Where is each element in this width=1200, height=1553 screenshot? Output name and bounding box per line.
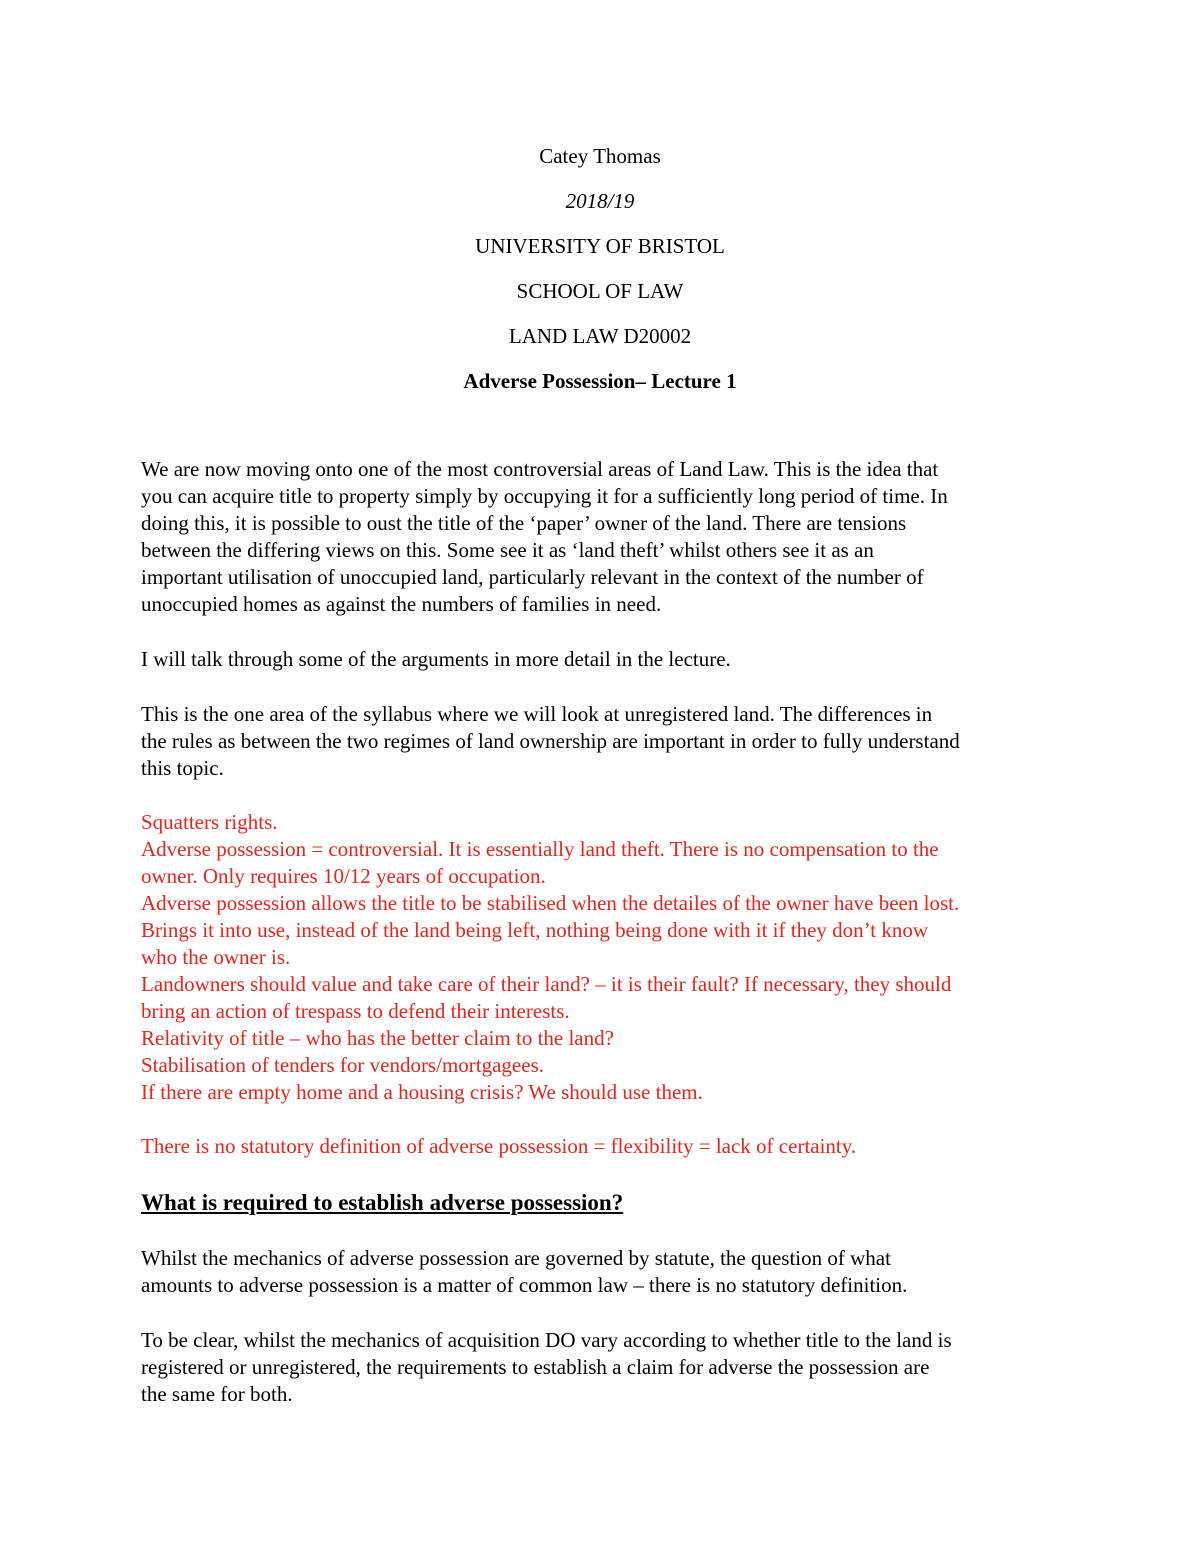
text-line: doing this, it is possible to oust the title of the ‘paper’ owner of the land. There are tensions bbox=[141, 511, 907, 535]
section-heading: What is required to establish adverse possession? bbox=[141, 1190, 624, 1215]
note-line: owner. Only requires 10/12 years of occupation. bbox=[141, 864, 546, 888]
text-line: This is the one area of the syllabus where we will look at unregistered land. The differences in bbox=[141, 702, 933, 726]
text-line: unoccupied homes as against the numbers of families in need. bbox=[141, 592, 662, 616]
text-line: this topic. bbox=[141, 756, 224, 780]
lecture-title: Adverse Possession– Lecture 1 bbox=[463, 369, 737, 393]
intro-paragraph-2 bbox=[141, 646, 1066, 673]
note-line: Brings it into use, instead of the land being left, nothing being done with it if they don’t know bbox=[141, 918, 929, 942]
module-code: LAND LAW D20002 bbox=[508, 324, 692, 348]
section-paragraph-1 bbox=[141, 1245, 1066, 1299]
note-line: Stabilisation of tenders for vendors/mortgagees. bbox=[141, 1053, 544, 1077]
academic-year: 2018/19 bbox=[565, 189, 635, 213]
note-line: bring an action of trespass to defend their interests. bbox=[141, 999, 570, 1023]
note-line: Relativity of title – who has the better claim to the land? bbox=[141, 1026, 614, 1050]
note-line: Landowners should value and take care of their land? – it is their fault? If necessary, they should bbox=[141, 972, 952, 996]
text-line: you can acquire title to property simply by occupying it for a sufficiently long period of time. In bbox=[141, 484, 948, 508]
university-name: UNIVERSITY OF BRISTOL bbox=[475, 234, 725, 258]
note-line: Squatters rights. bbox=[141, 810, 278, 834]
text-line: the rules as between the two regimes of land ownership are important in order to fully understand bbox=[141, 729, 960, 753]
note-line: There is no statutory definition of adverse possession = flexibility = lack of certainty. bbox=[141, 1134, 857, 1158]
note-line: Adverse possession allows the title to be stabilised when the detailes of the owner have been lost. bbox=[141, 891, 960, 915]
text-line: To be clear, whilst the mechanics of acquisition DO vary according to whether title to the land is bbox=[141, 1328, 952, 1352]
notes-summary bbox=[141, 1133, 1066, 1160]
text-line: between the differing views on this. Some see it as ‘land theft’ whilst others see it as an bbox=[141, 538, 874, 562]
author-name: Catey Thomas bbox=[539, 144, 661, 168]
note-line: If there are empty home and a housing crisis? We should use them. bbox=[141, 1080, 703, 1104]
intro-paragraph-1 bbox=[141, 456, 1066, 618]
text-line: amounts to adverse possession is a matter of common law – there is no statutory definition. bbox=[141, 1273, 908, 1297]
lecture-notes bbox=[141, 809, 1066, 1106]
note-line: who the owner is. bbox=[141, 945, 291, 969]
text-line: We are now moving onto one of the most controversial areas of Land Law. This is the idea that bbox=[141, 457, 939, 481]
text-line: Whilst the mechanics of adverse possession are governed by statute, the question of what bbox=[141, 1246, 891, 1270]
text-line: the same for both. bbox=[141, 1382, 293, 1406]
note-line: Adverse possession = controversial. It is essentially land theft. There is no compensation to the bbox=[141, 837, 939, 861]
text-line: registered or unregistered, the requirements to establish a claim for adverse the possession are bbox=[141, 1355, 930, 1379]
section-paragraph-2 bbox=[141, 1327, 1066, 1408]
intro-paragraph-3 bbox=[141, 701, 1066, 782]
text-line: important utilisation of unoccupied land, particularly relevant in the context of the number of bbox=[141, 565, 924, 589]
text-line: I will talk through some of the arguments in more detail in the lecture. bbox=[141, 647, 731, 671]
school-name: SCHOOL OF LAW bbox=[516, 279, 684, 303]
